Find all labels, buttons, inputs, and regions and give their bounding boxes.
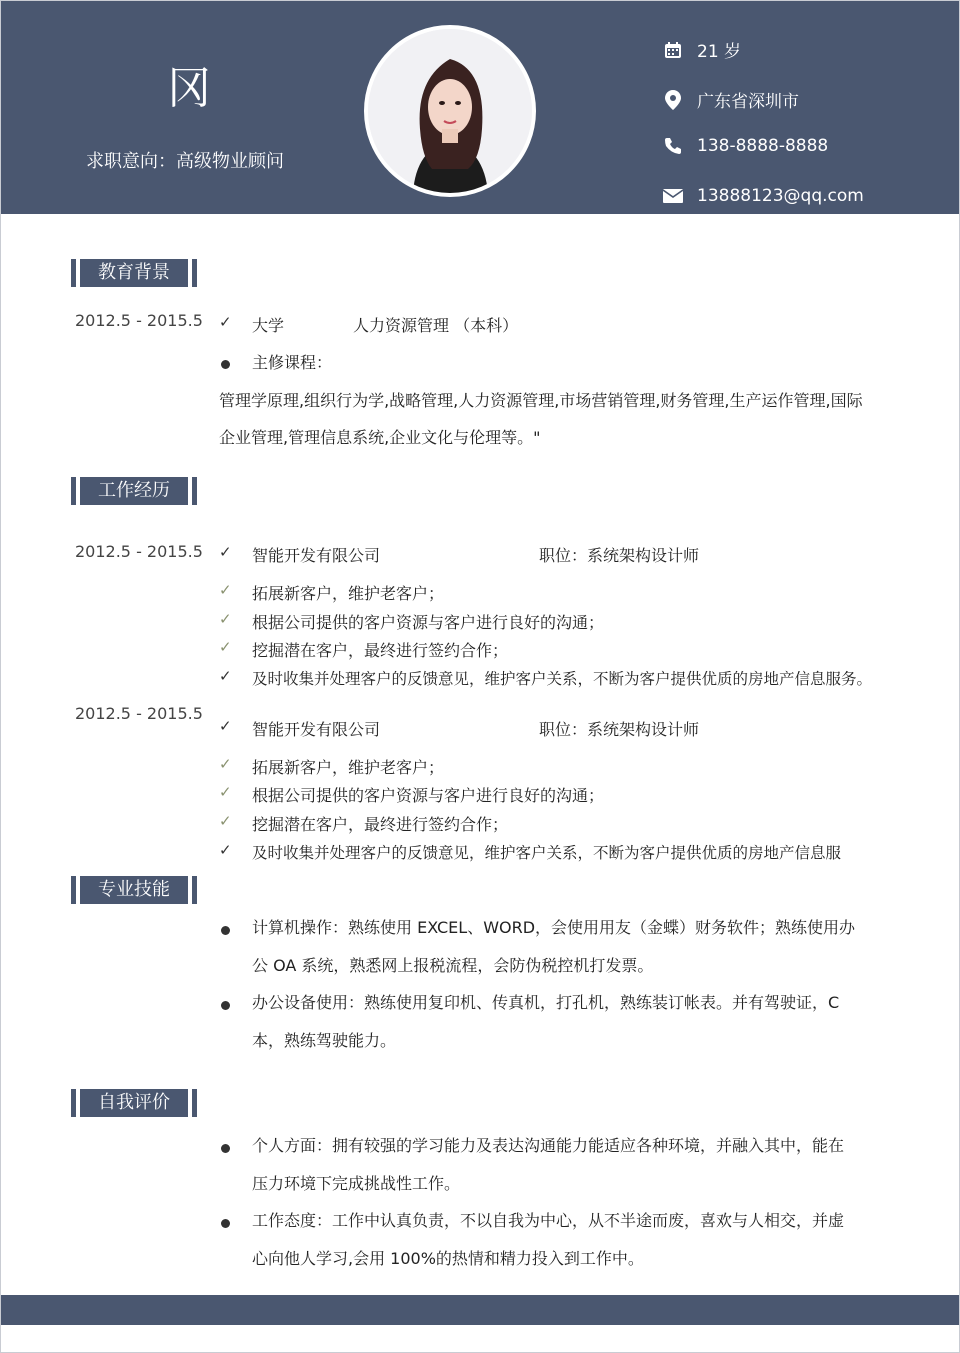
check-icon: ✓ <box>219 841 232 859</box>
check-icon: ✓ <box>219 610 232 628</box>
applicant-name: 冈 <box>167 64 211 113</box>
job-duty: 及时收集并处理客户的反馈意见，维护客户关系，不断为客户提供优质的房地产信息服务。 <box>252 670 873 688</box>
job-company: 智能开发有限公司 <box>252 546 381 565</box>
job-duty: 挖掘潜在客户，最终进行签约合作； <box>252 641 509 660</box>
check-icon: ✓ <box>219 812 232 830</box>
check-icon: ✓ <box>219 638 232 656</box>
section-title-education: 教育背景 <box>71 259 197 287</box>
section-title-work: 工作经历 <box>71 477 197 505</box>
job-duty: 根据公司提供的客户资源与客户进行良好的沟通； <box>252 786 605 805</box>
bullet-icon <box>221 996 230 1014</box>
header-bar <box>1 1 959 214</box>
education-date: 2012.5 - 2015.5 <box>75 311 203 330</box>
eval-line1: 工作态度：工作中认真负责，不以自我为中心，从不半途而废，喜欢与人相交，并虚 <box>252 1211 845 1230</box>
bullet-icon <box>221 1214 230 1232</box>
job-duty: 拓展新客户，维护老客户； <box>252 584 445 603</box>
bullet-icon <box>221 1139 230 1157</box>
contact-age: 21 岁 <box>663 37 741 62</box>
check-icon: ✓ <box>219 543 232 561</box>
contact-email: 13888123@qq.com <box>663 186 864 206</box>
section-title-self-eval: 自我评价 <box>71 1089 197 1117</box>
eval-line2: 压力环境下完成挑战性工作。 <box>252 1174 461 1193</box>
check-icon: ✓ <box>219 783 232 801</box>
job-duty: 根据公司提供的客户资源与客户进行良好的沟通； <box>252 613 605 632</box>
check-icon: ✓ <box>219 717 232 735</box>
job-duty: 挖掘潜在客户，最终进行签约合作； <box>252 815 509 834</box>
job-company: 智能开发有限公司 <box>252 720 381 739</box>
skill-line1: 办公设备使用：熟练使用复印机、传真机，打孔机，熟练装订帐表。并有驾驶证，C <box>252 993 840 1012</box>
eval-line1: 个人方面：拥有较强的学习能力及表达沟通能力能适应各种环境，并融入其中，能在 <box>252 1136 845 1155</box>
check-icon: ✓ <box>219 755 232 773</box>
education-major: 人力资源管理 （本科） <box>353 316 519 335</box>
footer-bar <box>1 1295 959 1325</box>
contact-location: 广东省深圳市 <box>663 87 799 112</box>
job-date: 2012.5 - 2015.5 <box>75 704 203 723</box>
job-position: 职位：系统架构设计师 <box>539 546 700 565</box>
education-school: 大学 <box>252 316 285 335</box>
check-icon: ✓ <box>219 581 232 599</box>
job-duty: 拓展新客户，维护老客户； <box>252 758 445 777</box>
education-courses-line2: 企业管理,管理信息系统,企业文化与伦理等。" <box>219 428 541 447</box>
job-position: 职位：系统架构设计师 <box>539 720 700 739</box>
job-intent: 求职意向：高级物业顾问 <box>86 151 284 172</box>
check-icon: ✓ <box>219 313 232 331</box>
bullet-icon <box>221 921 230 939</box>
eval-line2: 心向他人学习,会用 100%的热情和精力投入到工作中。 <box>252 1249 644 1268</box>
section-title-skills: 专业技能 <box>71 876 197 904</box>
envelope-icon <box>663 186 683 206</box>
avatar-photo-icon <box>368 29 532 193</box>
contact-phone: 138-8888-8888 <box>663 136 828 156</box>
skill-line1: 计算机操作：熟练使用 EXCEL、WORD，会使用用友（金蝶）财务软件；熟练使用办 <box>252 918 856 937</box>
check-icon: ✓ <box>219 667 232 685</box>
calendar-icon <box>663 40 683 60</box>
education-courses-label: 主修课程： <box>252 353 333 372</box>
bullet-icon <box>221 355 230 373</box>
phone-icon <box>663 136 683 156</box>
education-courses-line1: 管理学原理,组织行为学,战略管理,人力资源管理,市场营销管理,财务管理,生产运作管理,国际 <box>219 391 863 410</box>
skill-line2: 公 OA 系统，熟悉网上报税流程，会防伪税控机打发票。 <box>252 956 654 975</box>
avatar <box>364 25 536 197</box>
location-pin-icon <box>663 90 683 110</box>
skill-line2: 本，熟练驾驶能力。 <box>252 1031 397 1050</box>
job-duty: 及时收集并处理客户的反馈意见，维护客户关系，不断为客户提供优质的房地产信息服 <box>252 844 842 862</box>
job-date: 2012.5 - 2015.5 <box>75 542 203 561</box>
